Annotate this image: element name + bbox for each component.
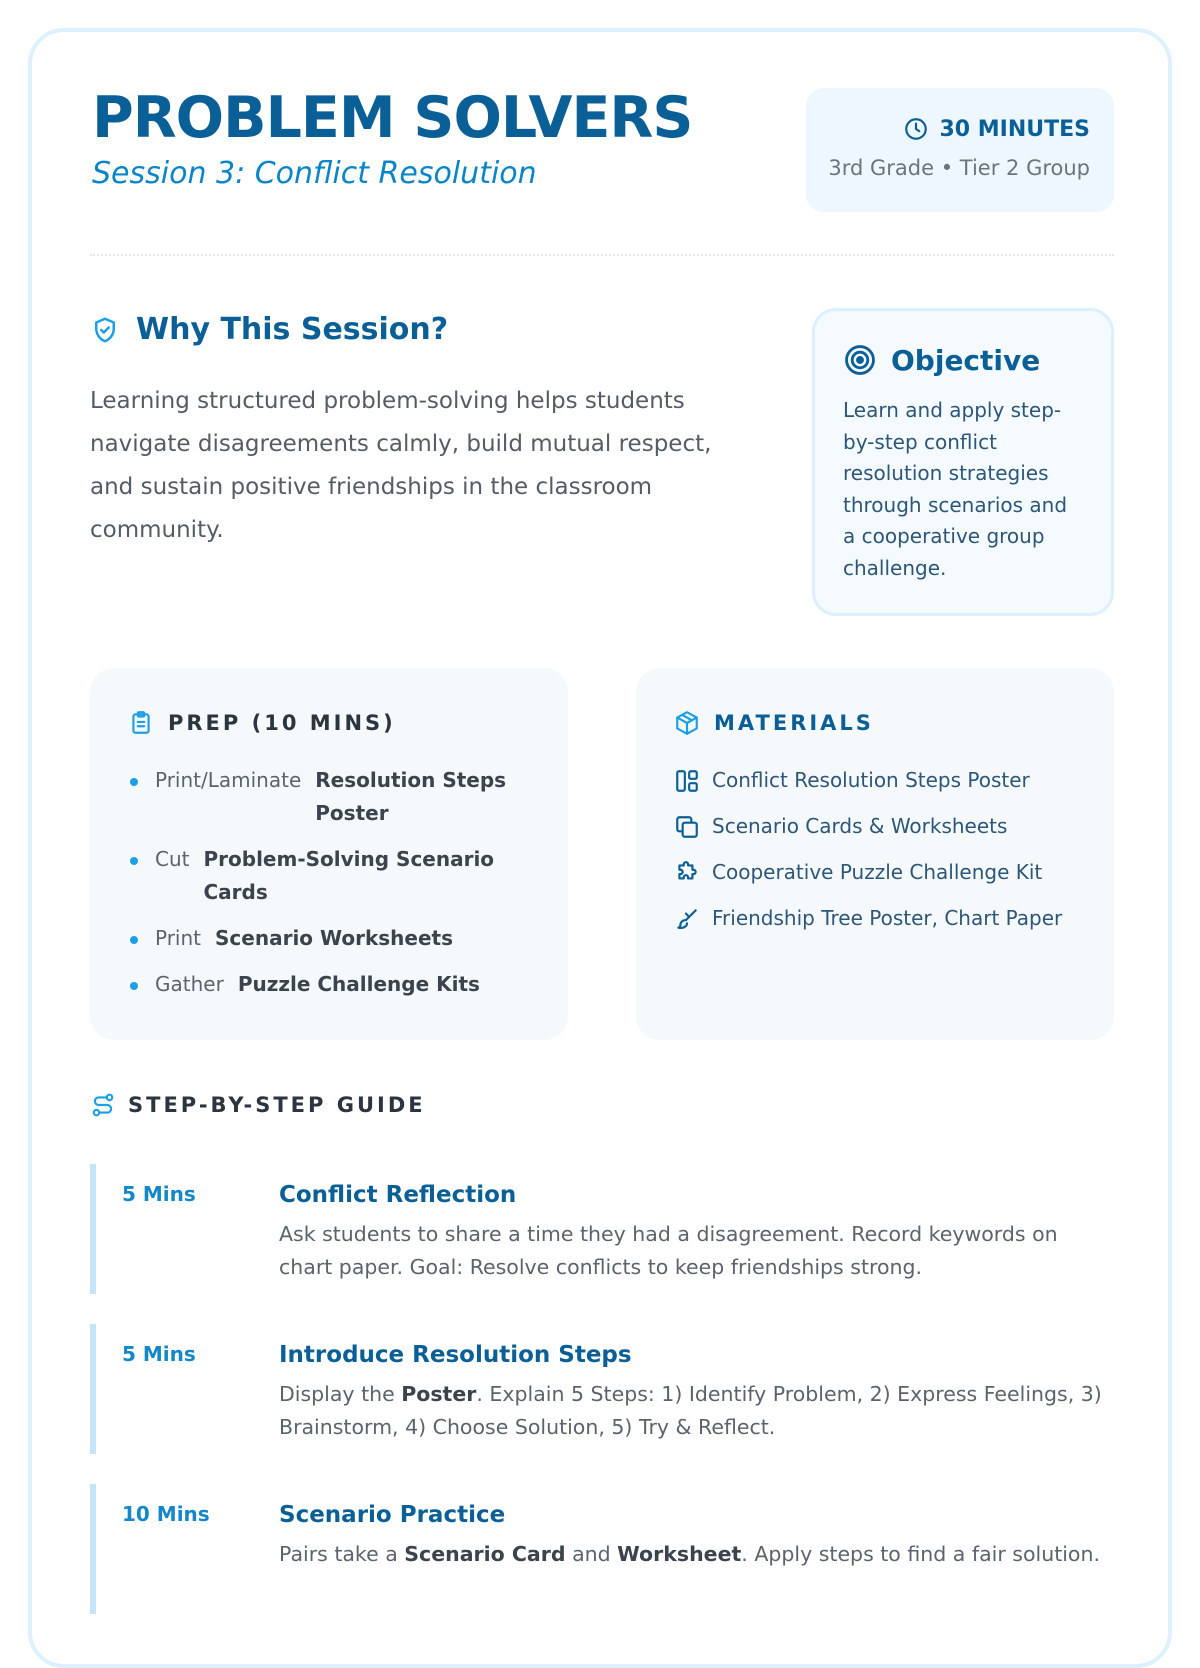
prep-item [130, 968, 530, 1001]
guide-heading-row [90, 1092, 426, 1118]
why-text: Learning structured problem-solving helps students navigate disagreements calmly, build mutual respect, and sustain positive friendships in the classroom community. [90, 388, 712, 543]
prep-object: Scenario Worksheets [215, 926, 453, 950]
prep-heading-row [128, 710, 396, 736]
step-description [279, 1218, 1109, 1284]
text-run: . Apply steps to find a fair solution. [741, 1542, 1100, 1566]
material-item [674, 902, 1084, 935]
materials-list [674, 764, 1084, 948]
prep-verb: Cut [155, 847, 190, 871]
prep-item [130, 843, 530, 909]
bold-term: Scenario Card [404, 1542, 566, 1566]
prep-object: Problem-Solving Scenario Cards [203, 847, 495, 904]
text-run: Ask students to share a time they had a disagreement. Record keywords on chart paper. Goal: Resolve conflicts to keep friendships strong. [279, 1222, 1058, 1279]
session-subtitle: Session 3: Conflict Resolution [92, 156, 537, 191]
material-label: Scenario Cards & Worksheets [712, 814, 1008, 838]
objective-heading-row [843, 343, 1085, 377]
duration-row [903, 116, 1090, 142]
guide-step [90, 1324, 1120, 1454]
bullet [130, 778, 138, 786]
step-description [279, 1538, 1109, 1571]
lesson-card [28, 28, 1172, 1668]
material-label: Cooperative Puzzle Challenge Kit [712, 860, 1043, 884]
material-label: Conflict Resolution Steps Poster [712, 768, 1030, 792]
bold-term: Poster [401, 1382, 477, 1406]
grade-label: 3rd Grade • Tier 2 Group [828, 156, 1090, 180]
guide-heading: STEP-BY-STEP GUIDE [128, 1093, 426, 1117]
objective-heading: Objective [891, 343, 1041, 377]
step-title: Scenario Practice [279, 1502, 506, 1528]
prep-item [130, 922, 530, 955]
material-item [674, 764, 1084, 797]
objective-box [812, 308, 1114, 616]
prep-verb: Print [155, 926, 202, 950]
material-item [674, 856, 1084, 889]
objective-text: Learn and apply step-by-step conflict resolution strategies through scenarios and a cooperative group challenge. [843, 398, 1068, 580]
material-item [674, 810, 1084, 843]
why-heading-row [90, 312, 448, 347]
step-time: 10 Mins [122, 1502, 210, 1526]
bullet [130, 982, 138, 990]
materials-panel [636, 668, 1114, 1040]
box-icon [674, 710, 700, 736]
bullet [130, 936, 138, 944]
page-title: PROBLEM SOLVERS [92, 85, 693, 151]
route-icon [90, 1092, 116, 1118]
text-run: Display the [279, 1382, 402, 1406]
guide-step [90, 1164, 1120, 1294]
prep-list [130, 764, 530, 1014]
bullet [130, 857, 138, 865]
prep-verb: Gather [155, 972, 224, 996]
materials-heading-row [674, 710, 874, 736]
text-run: and [565, 1542, 618, 1566]
clipboard-list-icon [128, 710, 154, 736]
materials-heading: MATERIALS [714, 711, 874, 735]
prep-verb: Print/Laminate [155, 768, 302, 792]
copy-icon [674, 814, 700, 840]
step-title: Conflict Reflection [279, 1182, 517, 1208]
step-description [279, 1378, 1109, 1444]
layout-icon [674, 768, 700, 794]
prep-object: Resolution Steps Poster [315, 768, 507, 825]
prep-object: Puzzle Challenge Kits [237, 972, 480, 996]
bold-term: Worksheet [617, 1542, 742, 1566]
prep-heading: PREP (10 MINS) [168, 711, 396, 735]
target-icon [843, 343, 877, 377]
step-time: 5 Mins [122, 1182, 196, 1206]
clock-icon [903, 116, 929, 142]
prep-item [130, 764, 530, 830]
step-title: Introduce Resolution Steps [279, 1342, 632, 1368]
text-run: . Explain 5 Steps: 1) Identify Problem, 2) Express Feelings, 3) Brainstorm, 4) Choose Solution, 5) Try & Reflect. [279, 1382, 1102, 1439]
puzzle-icon [674, 860, 700, 886]
prep-panel [90, 668, 568, 1040]
duration-box [806, 88, 1114, 212]
shield-check-icon [90, 315, 120, 345]
text-run: Pairs take a [279, 1542, 405, 1566]
guide-step [90, 1484, 1120, 1614]
brush-icon [674, 906, 700, 932]
material-label: Friendship Tree Poster, Chart Paper [712, 906, 1063, 930]
why-heading: Why This Session? [136, 312, 449, 347]
header-divider [90, 254, 1114, 256]
step-time: 5 Mins [122, 1342, 196, 1366]
duration-label: 30 MINUTES [939, 116, 1090, 142]
